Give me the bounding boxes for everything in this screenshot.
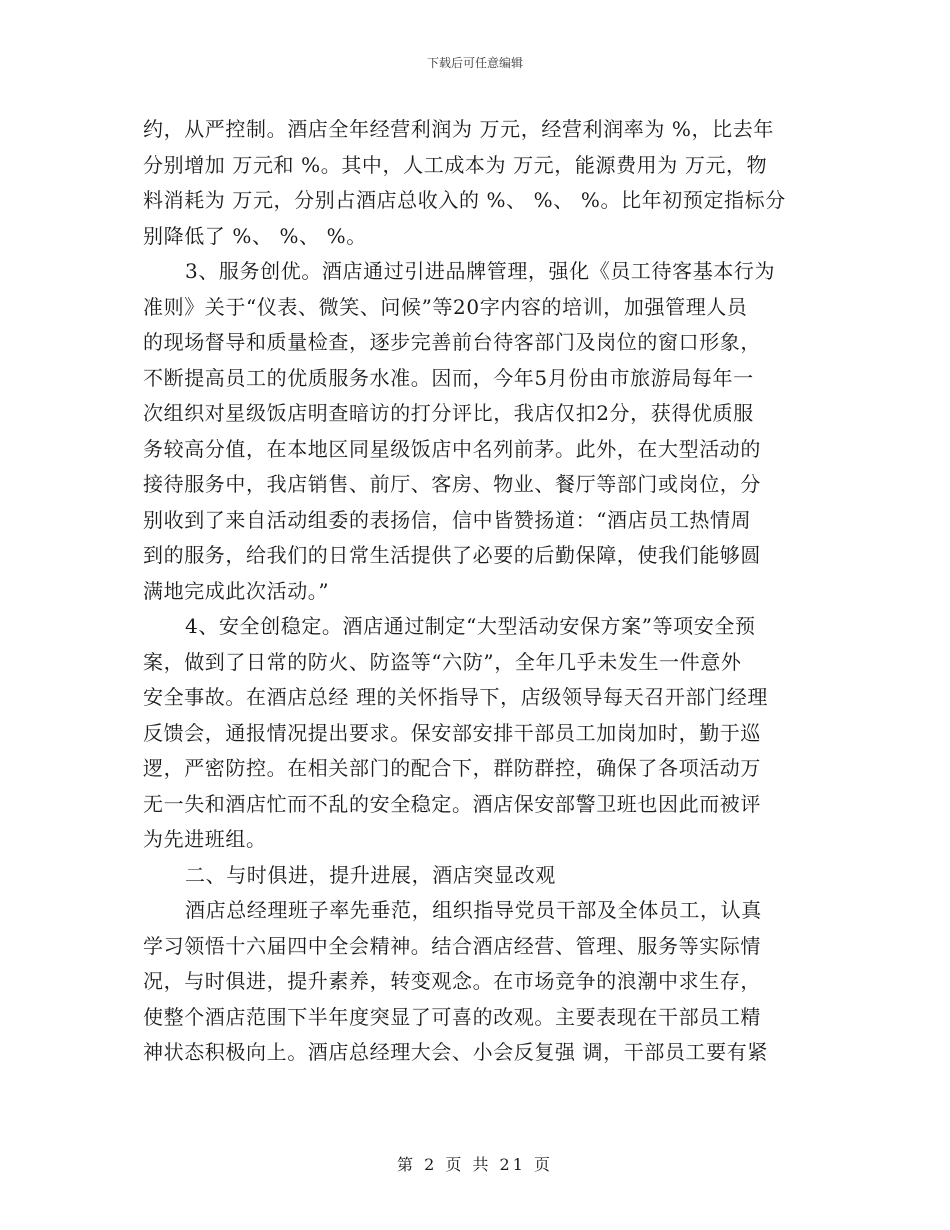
text-line: 无一失和酒店忙而不乱的安全稳定。酒店保安部警卫班也因此而被评 (143, 791, 761, 816)
text-line: 不断提高员工的优质服务水准。因而，今年5月份由市旅游局每年一 (143, 365, 754, 390)
text-line: 逻，严密防控。在相关部门的配合下，群防群控，确保了各项活动万 (143, 756, 761, 780)
text-line: 分别增加 万元和 %。其中，人工成本为 万元，能源费用为 万元，物 (143, 152, 768, 177)
text-line: 案，做到了日常的防火、防盗等“六防”，全年几乎未发生一件意外 (143, 649, 742, 674)
page-number-footer: 第 2 页 共 21 页 (397, 1155, 553, 1174)
text-line: 到的服务，给我们的日常生活提供了必要的后勤保障，使我们能够圆 (143, 543, 761, 567)
text-line: 务较高分值，在本地区同星级饭店中名列前茅。此外，在大型活动的 (143, 436, 761, 461)
text-line: 次组织对星级饭店明查暗访的打分评比，我店仅扣2分，获得优质服 (143, 401, 754, 425)
text-line: 学习领悟十六届四中全会精神。结合酒店经营、管理、服务等实际情 (143, 933, 761, 958)
text-line: 满地完成此次活动。” (143, 578, 330, 603)
page-header: 下载后可任意编辑 (426, 56, 523, 70)
paragraph-start-line: 酒店总经理班子率先垂范，组织指导党员干部及全体员工，认真 (185, 898, 762, 922)
text-line: 反馈会，通报情况提出要求。保安部安排干部员工加岗加时，勤于巡 (143, 720, 761, 745)
text-line: 料消耗为 万元，分别占酒店总收入的 %、 %、 %。比年初预定指标分 (143, 188, 786, 212)
document-body (143, 112, 809, 1071)
text-line: 神状态积极向上。酒店总经理大会、小会反复强 调，干部员工要有紧 (143, 1040, 768, 1064)
text-line: 安全事故。在酒店总经 理的关怀指导下，店级领导每天召开部门经理 (143, 685, 768, 709)
text-line: 况，与时俱进，提升素养，转变观念。在市场竞争的浪潮中求生存， (143, 969, 761, 993)
text-line: 约，从严控制。酒店全年经营利润为 万元，经营利润率为 %，比去年 (143, 117, 774, 141)
text-line: 别降低了 %、 %、 %。 (143, 223, 367, 248)
text-line: 接待服务中，我店销售、前厅、客房、物业、餐厅等部门或岗位，分 (143, 472, 761, 496)
text-line: 准则》关于“仪表、微笑、问候”等20字内容的培训，加强管理人员 (143, 294, 748, 319)
text-line: 为先进班组。 (143, 827, 267, 851)
text-line: 使整个酒店范围下半年度突显了可喜的改观。主要表现在干部员工精 (143, 1004, 761, 1029)
paragraph-start-line: 3、服务创优。酒店通过引进品牌管理，强化《员工待客基本行为 (185, 259, 776, 283)
text-line: 的现场督导和质量检查，逐步完善前台待客部门及岗位的窗口形象， (143, 330, 761, 354)
paragraph-start-line: 4、安全创稳定。酒店通过制定“大型活动安保方案”等项安全预 (185, 614, 756, 638)
text-line: 别收到了来自活动组委的表扬信，信中皆赞扬道：“酒店员工热情周 (143, 507, 752, 532)
section-heading: 二、与时俱进，提升进展，酒店突显改观 (185, 862, 556, 887)
